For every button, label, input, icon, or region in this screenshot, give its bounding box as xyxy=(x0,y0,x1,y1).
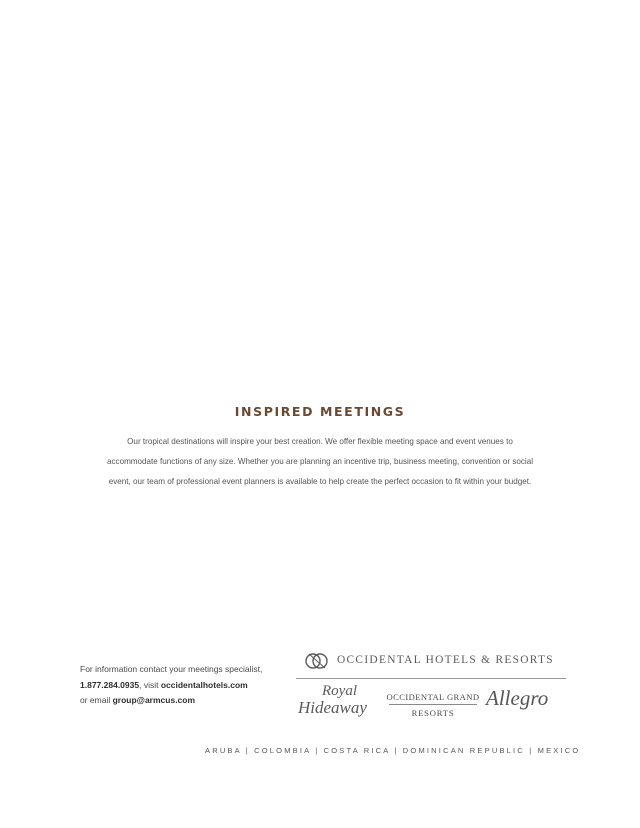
occidental-grand-line2: RESORTS xyxy=(411,708,455,718)
brand-divider xyxy=(296,678,566,679)
royal-hideaway-line2: Hideaway xyxy=(298,698,367,717)
email-link[interactable]: group@armcus.com xyxy=(112,695,196,705)
phone-number[interactable]: 1.877.284.0935 xyxy=(80,679,140,690)
occidental-brand-name: OCCIDENTAL HOTELS & RESORTS xyxy=(337,654,554,666)
intro-line: Our tropical destinations will inspire your best creation. We offer flexible meeting space and event venues to xyxy=(127,437,513,446)
royal-hideaway-line1: Royal xyxy=(322,683,357,699)
contact-line-3 xyxy=(80,693,290,709)
intro-paragraph xyxy=(72,432,568,492)
allegro-logo: Allegro xyxy=(486,686,549,710)
intro-line: event, our team of professional event planners is available to help create the perfect occasion to fit within your budget. xyxy=(108,477,532,486)
occidental-grand-divider xyxy=(389,704,477,705)
countries-list: ARUBA | COLOMBIA | COSTA RICA | DOMINICAN REPUBLIC | MEXICO xyxy=(205,746,581,755)
email-prefix: or email xyxy=(80,695,113,705)
visit-text: , visit xyxy=(139,679,161,690)
contact-intro: For information contact your meetings specialist, xyxy=(80,664,263,674)
occidental-grand-logo xyxy=(385,692,481,718)
occidental-logo-icon xyxy=(304,650,330,672)
contact-block xyxy=(80,662,290,709)
contact-line-2 xyxy=(80,678,290,694)
website-link[interactable]: occidentalhotels.com xyxy=(160,679,248,690)
section-heading: INSPIRED MEETINGS xyxy=(234,404,406,419)
royal-hideaway-logo xyxy=(292,682,382,720)
intro-line: accommodate functions of any size. Whether you are planning an incentive trip, business meeting, convention or social xyxy=(106,457,534,466)
occidental-brand xyxy=(304,650,562,672)
occidental-grand-line1: OCCIDENTAL GRAND xyxy=(386,692,480,702)
